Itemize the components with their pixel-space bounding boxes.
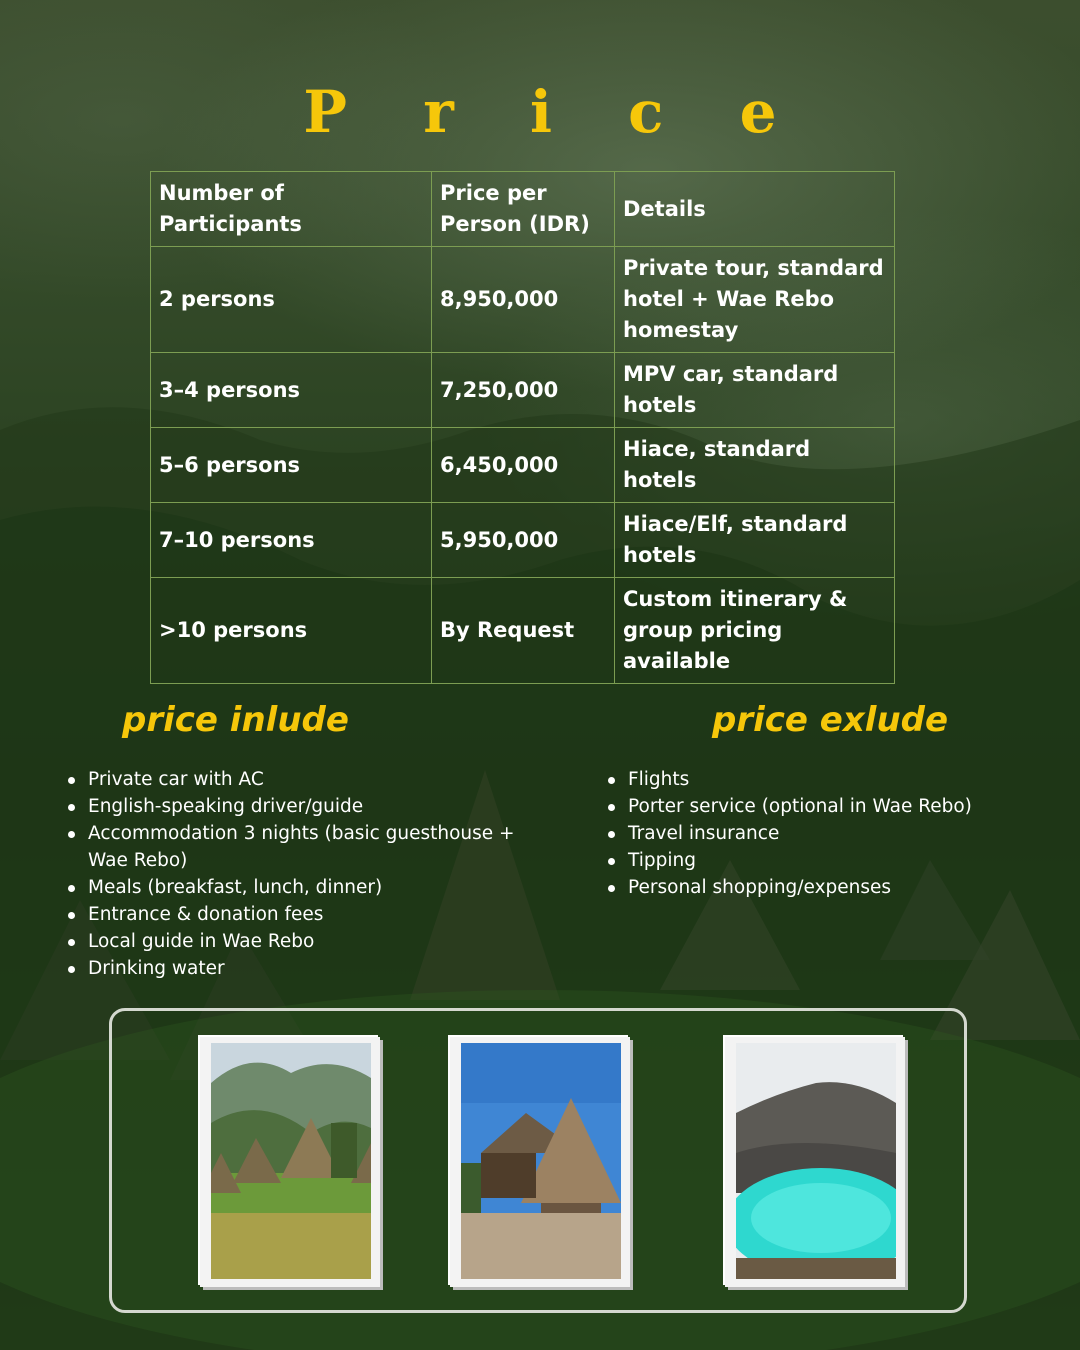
price-cell: 7,250,000: [432, 353, 615, 428]
traditional-thatched-house-photo: [450, 1037, 630, 1287]
include-title: price inlude: [122, 700, 349, 740]
exclude-list: [606, 766, 1046, 901]
list-item: Meals (breakfast, lunch, dinner): [66, 874, 536, 901]
table-header-row: [151, 172, 895, 247]
column-header: Price per Person (IDR): [432, 172, 615, 247]
participants-cell: 2 persons: [151, 247, 432, 353]
exclude-title: price exlude: [712, 700, 949, 740]
price-cell: By Request: [432, 578, 615, 684]
price-table: [150, 171, 895, 684]
details-cell: Private tour, standard hotel + Wae Rebo homestay: [615, 247, 895, 353]
column-header: Number of Participants: [151, 172, 432, 247]
include-list: [66, 766, 536, 982]
list-item: Private car with AC: [66, 766, 536, 793]
list-item: Porter service (optional in Wae Rebo): [606, 793, 1046, 820]
table-row: [151, 247, 895, 353]
price-cell: 8,950,000: [432, 247, 615, 353]
wae-rebo-village-photo: [200, 1037, 380, 1287]
list-item: Drinking water: [66, 955, 536, 982]
table-row: [151, 353, 895, 428]
list-item: Tipping: [606, 847, 1046, 874]
page-title: P r i c e: [303, 78, 805, 146]
participants-cell: >10 persons: [151, 578, 432, 684]
details-cell: MPV car, standard hotels: [615, 353, 895, 428]
list-item: Travel insurance: [606, 820, 1046, 847]
kelimutu-crater-lake-photo: [725, 1037, 905, 1287]
details-cell: Hiace/Elf, standard hotels: [615, 503, 895, 578]
list-item: Local guide in Wae Rebo: [66, 928, 536, 955]
list-item: English-speaking driver/guide: [66, 793, 536, 820]
list-item: Personal shopping/expenses: [606, 874, 1046, 901]
participants-cell: 7–10 persons: [151, 503, 432, 578]
price-cell: 5,950,000: [432, 503, 615, 578]
list-item: Entrance & donation fees: [66, 901, 536, 928]
price-cell: 6,450,000: [432, 428, 615, 503]
list-item: Accommodation 3 nights (basic guesthouse + Wae Rebo): [66, 820, 536, 874]
participants-cell: 3–4 persons: [151, 353, 432, 428]
list-item: Flights: [606, 766, 1046, 793]
column-header: Details: [615, 172, 895, 247]
table-row: [151, 503, 895, 578]
participants-cell: 5–6 persons: [151, 428, 432, 503]
details-cell: Hiace, standard hotels: [615, 428, 895, 503]
details-cell: Custom itinerary & group pricing available: [615, 578, 895, 684]
table-row: [151, 578, 895, 684]
table-row: [151, 428, 895, 503]
